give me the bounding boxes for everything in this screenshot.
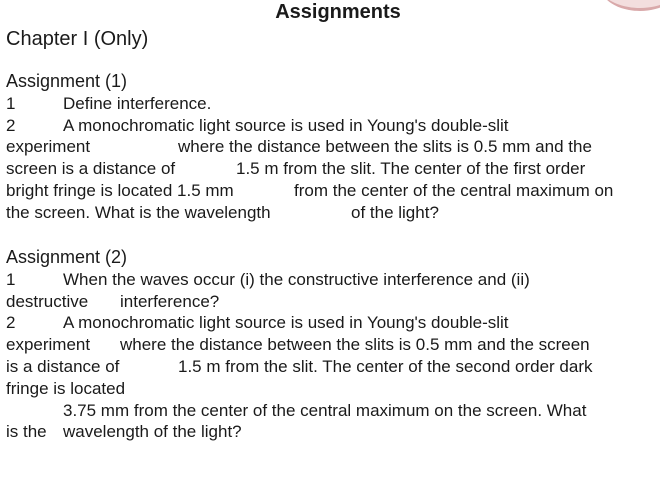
assignment-1-heading: Assignment (1): [6, 71, 128, 91]
a1-question-1: [6, 93, 660, 115]
a1-q1-number: 1: [6, 93, 16, 113]
a2-question-2-line-2: [6, 334, 660, 356]
a2-q2-text-1: A monochromatic light source is used in Young's double-slit: [63, 313, 509, 333]
a1-q2-text-1: A monochromatic light source is used in Young's double-slit: [63, 115, 509, 135]
a1-question-2-line-5: [6, 202, 660, 224]
page-title: Assignments: [275, 1, 401, 23]
a2-q2-text-2a: experiment: [6, 335, 91, 355]
a1-q2-text-5a: the screen. What is the wavelength: [6, 202, 271, 222]
a2-question-1-line-2: [6, 291, 660, 313]
a1-q2-number: 2: [6, 115, 16, 135]
a1-q1-text: Define interference.: [63, 93, 212, 113]
a1-question-2-line-3: [6, 158, 660, 180]
a2-q2-text-5: 3.75 mm from the center of the central maximum on the screen. What: [63, 400, 587, 420]
a2-question-2-line-6: [6, 421, 660, 443]
assignment-2-heading: Assignment (2): [6, 247, 128, 267]
a2-q1-text-2b: interference?: [120, 291, 220, 311]
a2-question-2-line-5: [6, 400, 660, 422]
a2-q2-text-3a: is a distance of: [6, 356, 120, 376]
a2-question-2-line-4: [6, 378, 660, 400]
a1-q2-text-2a: experiment: [6, 137, 91, 157]
a2-q2-text-4: fringe is located: [6, 378, 126, 398]
chapter-heading: Chapter I (Only): [6, 28, 149, 50]
a1-q2-text-4b: from the center of the central maximum on: [294, 180, 614, 200]
a2-question-1-line-1: [6, 269, 660, 291]
a1-q2-text-2b: where the distance between the slits is 0.5 mm and the: [178, 137, 592, 157]
assignment-1: [6, 71, 660, 224]
a2-question-2-line-3: [6, 356, 660, 378]
a2-question-2-line-1: [6, 312, 660, 334]
a2-q1-text-1: When the waves occur (i) the constructive interference and (ii): [63, 269, 530, 289]
a1-question-2-line-1: [6, 115, 660, 137]
a1-question-2-line-4: [6, 180, 660, 202]
assignment-2: [6, 247, 660, 443]
a1-question-2-line-2: [6, 136, 660, 158]
a2-q2-text-6a: is the: [6, 422, 47, 442]
a1-q2-text-5b: of the light?: [351, 202, 439, 222]
a2-q1-number: 1: [6, 269, 16, 289]
a2-q2-text-6b: wavelength of the light?: [63, 422, 242, 442]
a2-q2-text-3b: 1.5 m from the slit. The center of the second order dark: [178, 356, 593, 376]
a1-q2-text-3a: screen is a distance of: [6, 159, 176, 179]
a2-q1-text-2a: destructive: [6, 291, 89, 311]
a2-q2-text-2b: where the distance between the slits is 0.5 mm and the screen: [120, 335, 590, 355]
a1-q2-text-4a: bright fringe is located 1.5 mm: [6, 180, 234, 200]
a2-q2-number: 2: [6, 313, 16, 333]
a1-q2-text-3b: 1.5 m from the slit. The center of the first order: [236, 159, 586, 179]
